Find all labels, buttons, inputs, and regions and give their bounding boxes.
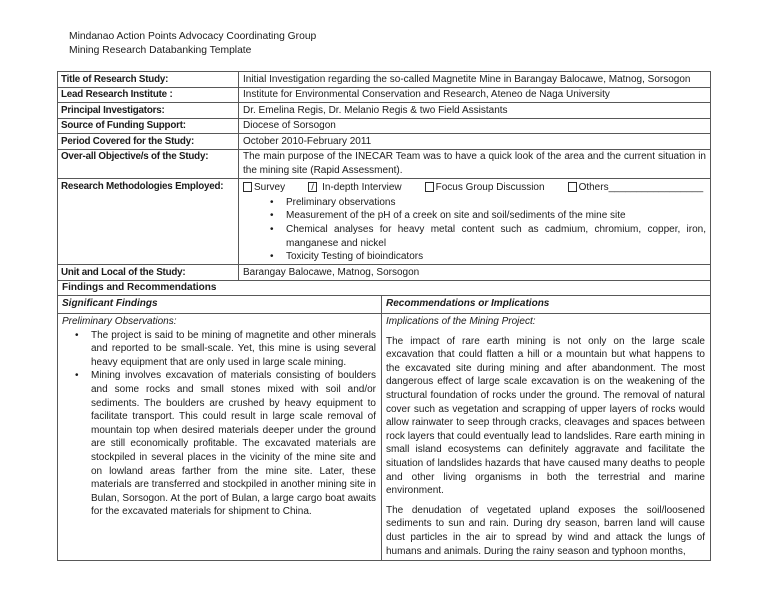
row-findings-section-title — [58, 281, 710, 297]
bullet-icon: • — [270, 210, 274, 222]
recommendations-header: Recommendations or Implications — [386, 298, 550, 310]
document-header — [69, 30, 316, 58]
doc-title: Mining Research Databanking Template — [69, 45, 252, 56]
row-findings-content — [58, 314, 710, 560]
row-principal-investigators — [58, 103, 710, 119]
field-value: Initial Investigation regarding the so-called Magnetite Mine in Barangay Balocawe, Matnog, Sorsogon — [243, 73, 691, 85]
recommendations-cell — [382, 314, 710, 560]
row-period-covered — [58, 134, 710, 150]
row-research-methodologies — [58, 179, 710, 265]
field-value: Dr. Emelina Regis, Dr. Melanio Regis & two Field Assistants — [243, 104, 508, 116]
list-item: • Mining involves excavation of materials consisting of boulders and some rocks and small stones mixed with soil and/or sediments. The boulders are crushed by heavy equipment to facilitate transport. This could result in large scale removal of mountain top when desired materials deeper under the ground are still economically profitable. The excavated materials are stockpiled in several places in the vicinity of the mine site and on lowland areas farther from the mine site. Later, these materials are transferred and stockpiled in another mining site in Bulan, Sorsogon. At the port of Bulan, a large cargo boat awaits for the excavated materials for shipment to China. — [75, 370, 376, 518]
field-value: The main purpose of the INECAR Team was to have a quick look of the area and the current situation in the mining site (Rapid Assessment). — [243, 151, 706, 177]
list-item: • Toxicity Testing of bioindicators — [270, 251, 424, 263]
focus-group-label: Focus Group Discussion — [435, 181, 545, 193]
field-label: Period Covered for the Study: — [58, 134, 239, 149]
research-template-table — [57, 71, 711, 561]
indepth-interview-option — [308, 181, 402, 195]
row-overall-objectives — [58, 150, 710, 179]
others-option — [568, 181, 704, 195]
focus-group-option — [425, 181, 545, 195]
list-item: • Preliminary observations — [270, 196, 396, 208]
field-label: Research Methodologies Employed: — [58, 179, 239, 264]
list-item: • The project is said to be mining of magnetite and other minerals and reported to be small-scale. Yet, this mine is using several heavy equipment that are only used in large scale mining. — [75, 329, 376, 368]
field-value: October 2010-February 2011 — [243, 135, 372, 147]
field-label: Title of Research Study: — [58, 72, 239, 87]
list-item: • Chemical analyses for heavy metal content such as cadmium, chromium, copper, iron, manganese and nickel — [270, 223, 706, 249]
field-label: Principal Investigators: — [58, 103, 239, 118]
significant-findings-header: Significant Findings — [58, 296, 382, 313]
bullet-icon: • — [270, 196, 274, 208]
findings-section-title: Findings and Recommendations — [62, 282, 217, 294]
bullet-icon: • — [75, 329, 79, 341]
others-blank-line: _________________ — [608, 181, 704, 193]
field-value: Barangay Balocawe, Matnog, Sorsogon — [243, 266, 420, 278]
field-label: Source of Funding Support: — [58, 119, 239, 134]
field-label: Unit and Local of the Study: — [58, 265, 239, 280]
findings-bullet-list — [62, 329, 376, 519]
bullet-icon: • — [270, 251, 274, 263]
bullet-icon: • — [270, 223, 274, 235]
row-unit-and-local — [58, 265, 710, 281]
org-name: Mindanao Action Points Advocacy Coordinating Group — [69, 31, 317, 42]
methodologies-cell — [239, 179, 710, 264]
bullet-icon: • — [75, 370, 79, 382]
row-lead-research-institute — [58, 88, 710, 104]
indepth-interview-checkbox: / — [308, 182, 317, 192]
methodology-bullet-list — [243, 196, 706, 264]
survey-checkbox — [243, 182, 252, 192]
implications-paragraph: The impact of rare earth mining is not only on the large scale excavation that could flatten a hill or a mountain but what happens to the excavated site during mining and after abandonment. The most dangerous effect of large scale excavation is on the weakening of the structural foundation of rocks under the ground. The removal of natural cover such as vegetation and scrapping of upper layers of rocks would allow rainwater to seep through cracks, cleavages and spaces between rock layers that could eventually lead to landslides. Rare earth mining in small island ecosystems can definitely aggravate and facilitate the situation of landslides hazards that have caused many deaths to people and other living organisms in both the terrestrial and marine environment. — [386, 335, 705, 497]
implications-paragraph: The denudation of vegetated upland exposes the soil/loosened sediments to sun and rain. During dry season, barren land will cause dust particles in the air to spread by wind and attack the lungs of humans and animals. During the rainy season and typhoon months, — [386, 504, 705, 557]
indepth-interview-label: In-depth Interview — [322, 181, 402, 193]
field-value: Diocese of Sorsogon — [243, 120, 336, 132]
survey-option — [243, 181, 285, 195]
others-label: Others — [578, 181, 609, 193]
field-label: Over-all Objective/s of the Study: — [58, 150, 239, 178]
others-checkbox — [568, 182, 577, 192]
row-source-of-funding — [58, 119, 710, 135]
methodology-options — [243, 181, 706, 195]
row-findings-headers — [58, 296, 710, 314]
implications-subheader: Implications of the Mining Project: — [386, 316, 536, 327]
focus-group-checkbox — [425, 182, 434, 192]
field-label: Lead Research Institute : — [58, 88, 239, 103]
list-item: • Measurement of the pH of a creek on site and soil/sediments of the mine site — [270, 210, 626, 222]
field-value: Institute for Environmental Conservation and Research, Ateneo de Naga University — [243, 89, 610, 101]
row-title-of-research-study — [58, 72, 710, 88]
significant-findings-cell — [58, 314, 382, 560]
survey-label: Survey — [254, 181, 286, 193]
preliminary-observations-subheader: Preliminary Observations: — [62, 316, 177, 327]
